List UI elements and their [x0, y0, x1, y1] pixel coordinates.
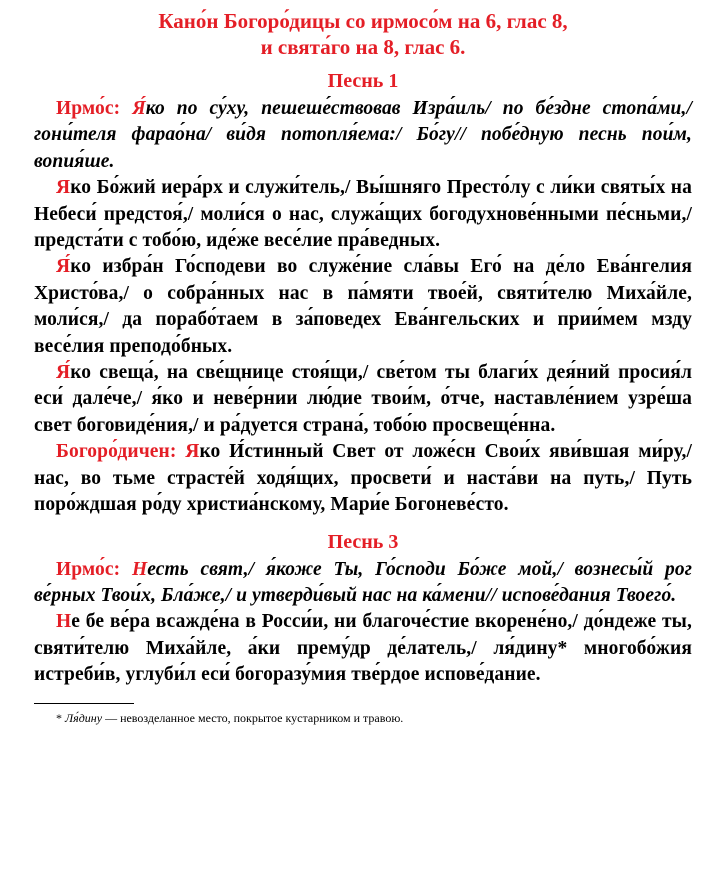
footnote-marker: * [557, 637, 568, 659]
ode3-irmos [34, 557, 692, 610]
troparion-initial: Я [56, 177, 71, 199]
liturgical-page [34, 8, 692, 726]
ode1-troparion-1 [34, 175, 692, 254]
footnote-text: — невозделанное место, покрытое кустарником и травою. [102, 710, 404, 725]
ode1-heading: Песнь 1 [327, 70, 399, 92]
irmos-label: Ирмо́с: [56, 558, 121, 580]
troparion-text: ко свеща́, на све́щнице стоя́щи,/ све́том ты благи́х дея́ний просия́л еси́ дале́че,/ я́ко и неве́рнии лю́дие твои́м, о́тче, наставле́нием узре́ша свет боговиде́ния,/ и ра́дуется страна́, тобо́ю просвеще́нна. [34, 362, 692, 436]
troparion-text-after: многобо́жия истреби́в, углуби́л еси́ богоразу́мия тве́рдое испове́дание. [34, 637, 692, 686]
canon-title-line2: и свята́го на 8, глас 6. [260, 35, 466, 59]
footnote-mark: * [56, 710, 62, 725]
troparion-initial: Я́ [56, 362, 71, 384]
ode1-theotokion [34, 439, 692, 518]
troparion-initial: Н [56, 611, 72, 633]
troparion-text-before: е бе ве́ра всажде́на в Росси́и, ни благоче́стие вкорене́но,/ до́ндеже ты, святи́телю Миха́йле, а́ки прему́др де́латель,/ ля́дину [34, 611, 692, 659]
troparion-initial: Я́ [56, 256, 71, 278]
irmos-text: ко по су́ху, пешеше́ствовав Изра́иль/ по бе́здне стопа́ми,/ гони́теля фарао́на/ ви́дя потопля́ема:/ Бо́гу// побе́дную песнь пои́м, вопия́ше. [34, 98, 692, 172]
ode1-irmos [34, 96, 692, 175]
ode3-heading: Песнь 3 [327, 530, 399, 553]
irmos-text: есть свят,/ я́коже Ты, Го́споди Бо́же мой,/ вознесы́й рог ве́рных Твои́х, Бла́же,/ и утверди́вый нас на ка́мени// испове́дания Твоего́. [34, 558, 692, 606]
theotokion-label: Богоро́дичен: [56, 441, 177, 463]
troparion-text: ко Бо́жий иера́рх и служи́тель,/ Вы́шняго Престо́лу с ли́ки святы́х на Небеси́ предстоя́,/ моли́ся о нас, служа́щих богодухнове́нными пе́сньми,/ предста́ти с тобо́ю, иде́же весе́лие пра́ведных. [34, 177, 692, 252]
canon-title-line1: Кано́н Богоро́дицы со ирмосо́м на 6, глас 8, [158, 9, 568, 33]
theotokion-text: ко И́стинный Свет от ложе́сн Свои́х яви́вшая ми́ру,/ нас, во тьме страсте́й ходя́щих, просвети́ и наста́ви на путь,/ Путь поро́ждшая ро́ду христиа́нскому, Мари́е Богоневе́сто. [34, 441, 692, 516]
irmos-initial: Я́ [132, 98, 146, 119]
footnote-divider [34, 703, 134, 704]
ode1-troparion-3 [34, 360, 692, 439]
footnote-word: Ля́дину [65, 710, 103, 725]
irmos-label: Ирмо́с: [56, 98, 121, 119]
irmos-initial: Н [131, 558, 148, 580]
ode3-troparion-1 [34, 609, 692, 688]
theotokion-initial: Я [185, 441, 200, 463]
troparion-text: ко избра́н Го́сподеви во служе́ние сла́вы Его́ на де́ло Ева́нгелия Христо́ва,/ о собра́нных нас в па́мяти твое́й, святи́телю Миха́йле, моли́ся,/ да порабо́таем в за́поведех Ева́нгельских и прии́мем мзду весе́лия преподо́бных. [34, 256, 692, 357]
ode1-troparion-2 [34, 254, 692, 360]
canon-title [34, 8, 692, 60]
footnote [56, 710, 692, 726]
